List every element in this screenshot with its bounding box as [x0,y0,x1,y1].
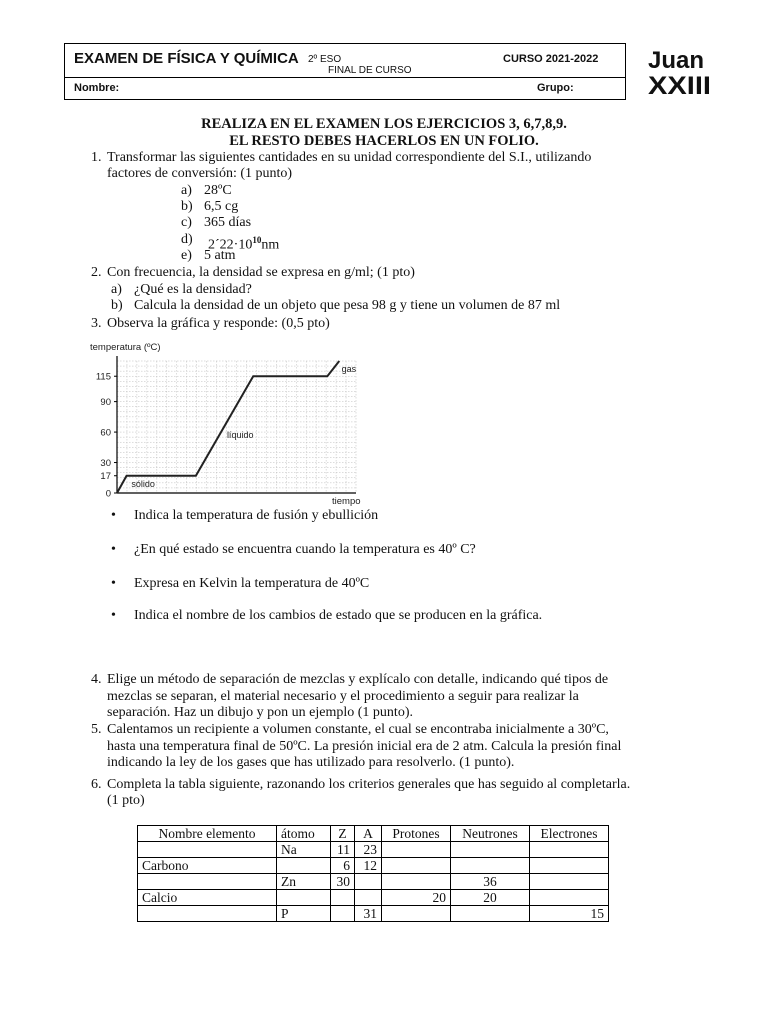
q2-item-a-label: a) [111,282,122,297]
q5-number: 5. [91,722,102,737]
table-cell[interactable]: Calcio [138,890,277,906]
table-cell[interactable] [277,858,331,874]
table-cell[interactable] [331,906,355,922]
q6-number: 6. [91,777,102,792]
annotation-liquido: líquido [226,430,254,441]
q3-bullet-3: Expresa en Kelvin la temperatura de 40ºC [134,576,370,591]
exam-subtitle: FINAL DE CURSO [328,65,412,76]
elements-table [137,825,609,922]
table-cell[interactable] [530,858,609,874]
q3-number: 3. [91,316,102,331]
school-logo [648,46,712,96]
q5-line-3: indicando la ley de los gases que has utilizado para resolverlo. (1 punto). [107,755,515,770]
q2-item-b-text: Calcula la densidad de un objeto que pesa 98 g y tiene un volumen de 87 ml [134,298,561,313]
y-tick-label: 115 [95,371,111,383]
q4-line-2: mezclas se separan, el material necesario y el procedimiento a seguir para realizar la [107,689,579,704]
q1-item-d-text: $2´22\cdot 10^{10}nm$ [208,235,280,253]
q2-number: 2. [91,265,102,280]
table-cell[interactable] [331,890,355,906]
q1-item-e-text: 5 atm [204,248,236,263]
table-cell[interactable] [530,842,609,858]
header-cell: Z [331,826,355,842]
q6-line-2: (1 pto) [107,793,145,808]
table-cell[interactable] [451,842,530,858]
table-header-row [138,826,609,842]
table-cell[interactable]: 23 [355,842,382,858]
y-axis-label: temperatura (ºC) [90,342,161,353]
q1-line-1: Transformar las siguientes cantidades en su unidad correspondiente del S.I., utilizando [107,150,592,165]
q3-line-1: Observa la gráfica y responde: (0,5 pto) [107,316,330,331]
annotation-gas: gas [341,364,357,375]
annotation-solido: sólido [131,478,155,489]
q2-item-b-label: b) [111,298,123,313]
exam-title: EXAMEN DE FÍSICA Y QUÍMICA [74,50,299,67]
table-cell[interactable] [382,842,451,858]
logo-top-text: Juan [648,47,705,74]
table-cell[interactable] [382,906,451,922]
q6-line-1: Completa la tabla siguiente, razonando los criterios generales que has seguido al completarla. [107,777,631,792]
q1-item-e-label: e) [181,248,192,263]
course-year: CURSO 2021-2022 [503,53,599,65]
table-cell[interactable] [451,906,530,922]
table-cell[interactable] [530,890,609,906]
q1-item-c-label: c) [181,215,192,230]
phase-change-chart [86,338,371,506]
table-row [138,842,609,858]
table-cell[interactable] [530,874,609,890]
table-row [138,874,609,890]
table-cell[interactable] [138,906,277,922]
y-tick-label: 0 [105,488,111,500]
q5-line-1: Calentamos un recipiente a volumen constante, el cual se encontraba inicialmente a 30ºC, [107,722,609,737]
q3-bullet-4: Indica el nombre de los cambios de estado que se producen en la gráfica. [134,608,543,623]
header-cell: Nombre elemento [138,826,277,842]
q3-bullet-1-dot: • [111,508,116,523]
q3-bullet-4-dot: • [111,608,116,623]
q3-bullet-1: Indica la temperatura de fusión y ebullición [134,508,379,523]
header-divider [64,77,626,78]
q1-item-d-label: d) [181,232,193,247]
q1-item-b-label: b) [181,199,193,214]
table-cell[interactable]: 36 [451,874,530,890]
q2-item-a-text: ¿Qué es la densidad? [134,282,252,297]
q5-line-2: hasta una temperatura final de 50ºC. La presión inicial era de 2 atm. Calcula la presión final [107,739,622,754]
instructions-line-1: REALIZA EN EL EXAMEN LOS EJERCICIOS 3, 6,7,8,9. [201,116,567,132]
table-cell[interactable]: 30 [331,874,355,890]
table-cell[interactable]: Na [277,842,331,858]
table-cell[interactable]: Carbono [138,858,277,874]
table-cell[interactable]: 31 [355,906,382,922]
y-tick-label: 90 [100,397,111,409]
header-cell: A [355,826,382,842]
table-cell[interactable]: 12 [355,858,382,874]
q4-line-1: Elige un método de separación de mezclas y explícalo con detalle, indicando qué tipos de [107,672,609,687]
table-cell[interactable]: Zn [277,874,331,890]
instructions-line-2: EL RESTO DEBES HACERLOS EN UN FOLIO. [229,133,539,149]
q1-line-2: factores de conversión: (1 punto) [107,166,293,181]
header-cell: Neutrones [451,826,530,842]
logo-bottom-text: XXIII [648,72,711,96]
q2-line-1: Con frecuencia, la densidad se expresa en g/ml; (1 pto) [107,265,415,280]
table-cell[interactable]: 20 [382,890,451,906]
q1-number: 1. [91,150,102,165]
q1-item-c-text: 365 días [204,215,252,230]
table-cell[interactable] [355,890,382,906]
table-cell[interactable] [355,874,382,890]
table-row [138,890,609,906]
table-cell[interactable]: 15 [530,906,609,922]
header-cell: Electrones [530,826,609,842]
q3-bullet-2-dot: • [111,542,116,557]
table-cell[interactable] [138,842,277,858]
table-cell[interactable]: 20 [451,890,530,906]
exam-level: 2º ESO [308,54,342,65]
y-tick-label: 17 [100,471,111,483]
q4-number: 4. [91,672,102,687]
header-cell: átomo [277,826,331,842]
table-cell[interactable] [382,874,451,890]
y-tick-label: 30 [100,458,111,470]
table-row [138,906,609,922]
elements-table-wrap [137,825,609,922]
x-axis-label: tiempo [332,496,361,506]
table-cell[interactable] [451,858,530,874]
table-cell[interactable] [382,858,451,874]
table-cell[interactable]: 11 [331,842,355,858]
q3-bullet-2: ¿En qué estado se encuentra cuando la temperatura es 40º C? [134,542,476,557]
table-cell[interactable]: P [277,906,331,922]
table-cell[interactable] [138,874,277,890]
table-cell[interactable]: 6 [331,858,355,874]
table-row [138,858,609,874]
q1-item-a-label: a) [181,183,192,198]
q3-bullet-3-dot: • [111,576,116,591]
table-cell[interactable] [277,890,331,906]
header-cell: Protones [382,826,451,842]
name-label: Nombre: [74,82,120,94]
q1-item-a-text: 28ºC [204,183,232,198]
chart-grid [117,361,356,493]
q4-line-3: separación. Haz un dibujo y pon un ejemplo (1 punto). [107,705,413,720]
q1-item-b-text: 6,5 cg [204,199,239,214]
group-label: Grupo: [537,82,574,94]
y-tick-label: 60 [100,427,111,439]
